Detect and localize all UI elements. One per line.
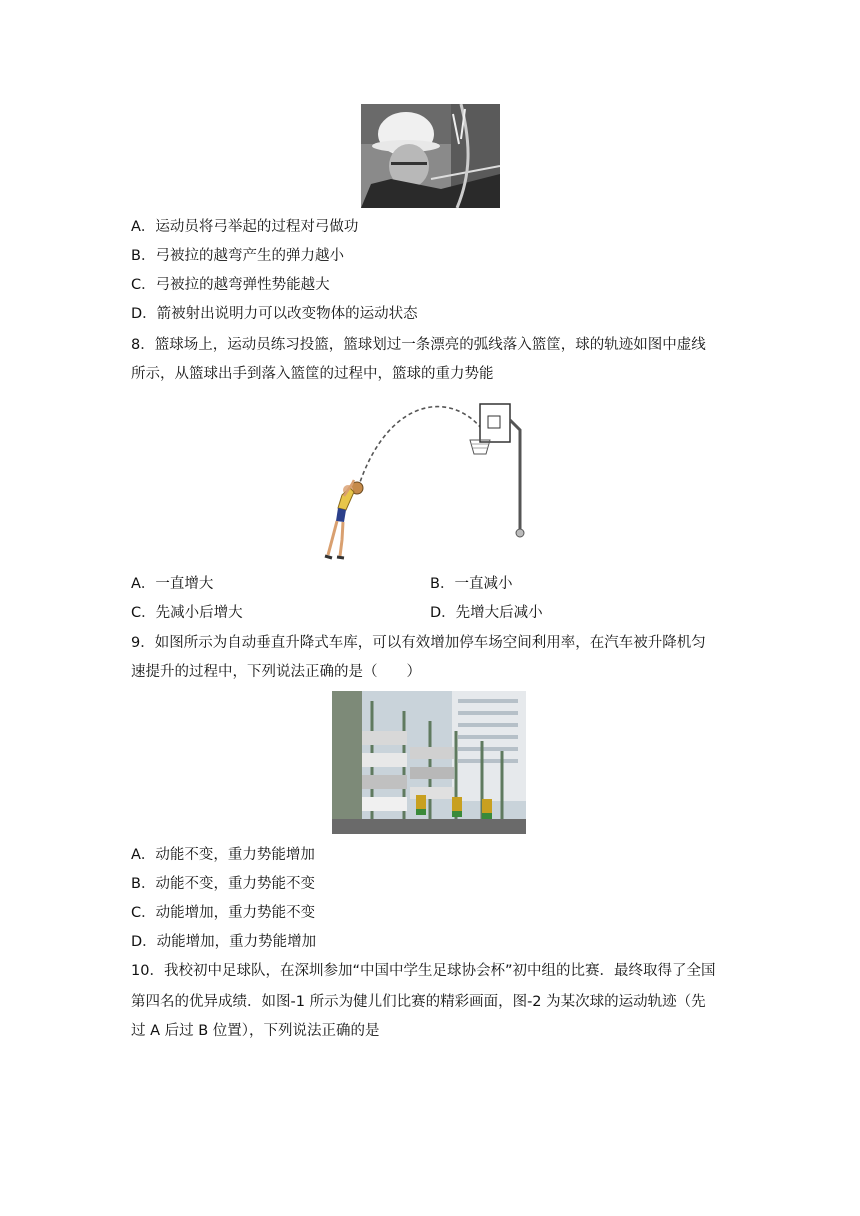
parking-garage-photo (332, 691, 526, 834)
q9-stem-line-2: 速提升的过程中，下列说法正确的是（ ） (131, 664, 421, 680)
q7-option-b: B．弓被拉的越弯产生的弹力越小 (131, 248, 344, 264)
ball-trajectory (358, 407, 488, 488)
q8-option-b: B．一直减小 (430, 576, 513, 592)
hoop-pole (510, 420, 520, 530)
q7-option-a: A．运动员将弓举起的过程对弓做功 (131, 219, 359, 235)
q8-stem-line-1: 8．篮球场上，运动员练习投篮，篮球划过一条漂亮的弧线落入篮筐，球的轨迹如图中虚线 (131, 337, 706, 353)
q8-option-c: C．先减小后增大 (131, 605, 243, 621)
basketball-figure (320, 400, 540, 565)
backboard (480, 404, 510, 442)
q8-option-a: A．一直增大 (131, 576, 214, 592)
q7-option-d: D．箭被射出说明力可以改变物体的运动状态 (131, 306, 418, 322)
archer-photo (361, 104, 500, 208)
q10-stem-line-1: 10．我校初中足球队，在深圳参加“中国中学生足球协会杯”初中组的比赛．最终取得了全国 (131, 963, 716, 979)
q9-option-a: A．动能不变，重力势能增加 (131, 847, 315, 863)
q9-stem-line-1: 9．如图所示为自动垂直升降式车库，可以有效增加停车场空间利用率，在汽车被升降机匀 (131, 635, 706, 651)
q10-stem-line-2: 第四名的优异成绩．如图-1 所示为健儿们比赛的精彩画面，图-2 为某次球的运动轨迹（先 (131, 994, 706, 1010)
q9-option-c: C．动能增加，重力势能不变 (131, 905, 316, 921)
q7-option-c: C．弓被拉的越弯弹性势能越大 (131, 277, 330, 293)
q9-option-b: B．动能不变，重力势能不变 (131, 876, 315, 892)
q9-option-d: D．动能增加，重力势能增加 (131, 934, 317, 950)
q8-option-d: D．先增大后减小 (430, 605, 543, 621)
q10-stem-line-3: 过 A 后过 B 位置），下列说法正确的是 (131, 1023, 380, 1039)
q8-stem-line-2: 所示，从篮球出手到落入篮筐的过程中，篮球的重力势能 (131, 366, 494, 382)
